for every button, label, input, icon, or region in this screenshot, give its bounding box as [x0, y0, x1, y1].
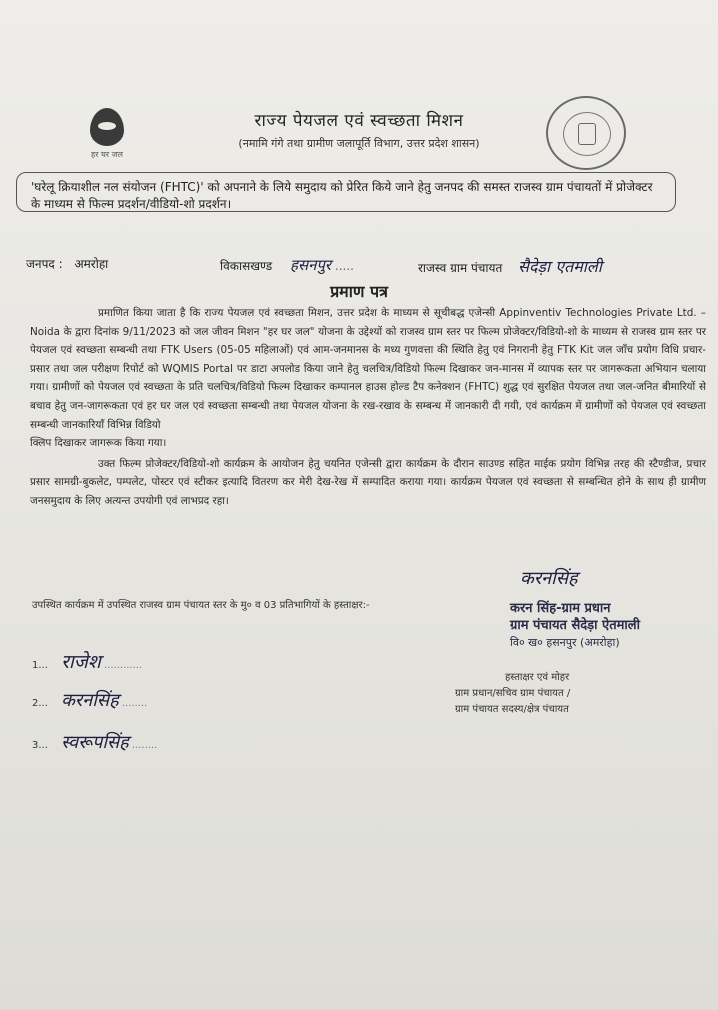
witness-number: 3...	[32, 740, 48, 751]
caption-line-2: ग्राम प्रधान/सचिव ग्राम पंचायत /	[455, 688, 571, 699]
block-field: विकासखण्ड हसनपुर .....	[220, 256, 354, 274]
campaign-banner: 'घरेलू क्रियाशील नल संयोजन (FHTC)' को अपनाने के लिये समुदाय को प्रेरित किये जाने हेतु जनपद की समस्त राजस्व ग्राम पंचायतों में प्रोजेक्टर के माध्यम से फिल्म प्रदर्शन/वीडियो-शो प्रदर्शन।	[16, 172, 676, 212]
block-value: हसनपुर	[289, 256, 332, 274]
certificate-body	[30, 304, 706, 511]
body-paragraph-1: प्रमाणित किया जाता है कि राज्य पेयजल एवं स्वच्छता मिशन, उत्तर प्रदेश के माध्यम से सूचीबद्ध एजेन्सी Appinventiv Technologies Private Ltd. – Noida के द्वारा दिनांक 9/11/2023 को जल जीवन मिशन "हर घर जल" योजना के उद्देश्यों को राजस्व ग्राम स्तर पर फिल्म प्रोजेक्टर/विडियो-शो के माध्यम से राजस्व ग्राम स्तर पर पेयजल एवं स्वच्छता सम्बन्धी तथा FTK Users (05-05 महिलाओं) एवं आम-जनमानस के मध्य गुणवत्ता की स्थिति हेतु एवं निगरानी हेतु FTK Kit जल जाँच प्रयोग विधि प्रचार-प्रसार तथा जल परीक्षण रिपोर्ट को WQMIS Portal पर डाटा अपलोड किया जाने हेतु चलचित्र/विडियो फिल्म दिखाकर जन-मानस में व्यापक स्तर पर जागरूकता अभियान चलाया गया। ग्रामीणों को पेयजल एवं स्वच्छता के प्रति चलचित्र/विडियो फिल्म दिखाकर कम्पानल हाउस होल्ड टैप कनेक्शन (FHTC) शुद्ध एवं सुरक्षित पेयजल तथा जल-जनित बीमारियों से बचाव हेतु जन-जागरूकता एवं हर घर जल एवं स्वच्छता सम्बन्धी तथा पेयजल योजना के रख-रखाव के सम्बन्ध में जानकारी दी गयी, एवं कार्यक्रम में ग्रामीणों को पेयजल एवं स्वच्छता सम्बन्धी जानकारियाँ विभिन्न विडियो	[30, 307, 706, 431]
caption-line-3: ग्राम पंचायत सदस्य/क्षेत्र पंचायत	[455, 704, 569, 715]
witness-number: 2...	[32, 698, 48, 709]
handwritten-signature: करनसिंह	[520, 568, 578, 589]
certificate-heading: प्रमाण पत्र	[330, 282, 388, 301]
witness-name: राजेश	[61, 651, 101, 673]
witness-name: करनसिंह	[61, 690, 119, 711]
village-value: सैदेड़ा एतमाली	[518, 257, 602, 276]
signature-caption	[455, 670, 570, 718]
village-label: राजस्व ग्राम पंचायत	[418, 261, 503, 275]
pradhan-signature	[520, 566, 578, 590]
mission-title: राज्य पेयजल एवं स्वच्छता मिशन	[254, 111, 464, 131]
caption-line-1: हस्ताक्षर एवं मोहर	[505, 672, 570, 683]
district-label: जनपद :	[26, 257, 63, 271]
witness-number: 1...	[32, 660, 48, 671]
witness-intro: उपस्थित कार्यक्रम में उपस्थित राजस्व ग्राम पंचायत स्तर के मु० व 03 प्रतिभागियों के हस्ताक्षर:-	[32, 600, 370, 611]
stamp-line-1: करन सिंह-ग्राम प्रधान	[510, 601, 611, 616]
official-stamp	[510, 600, 640, 651]
stamp-line-3: वि० ख० हसनपुर (अमरोहा)	[510, 636, 620, 649]
district-field	[26, 255, 108, 272]
body-paragraph-1-end: क्लिप दिखाकर जागरूक किया गया।	[30, 437, 167, 450]
stamp-line-2: ग्राम पंचायत सैदेड़ा ऐतमाली	[510, 618, 640, 633]
mission-subtitle: (नमामि गंगे तथा ग्रामीण जलापूर्ति विभाग, उत्तर प्रदेश शासन)	[238, 137, 480, 150]
body-paragraph-2: उक्त फिल्म प्रोजेक्टर/विडियो-शो कार्यक्रम के आयोजन हेतु चयनित एजेन्सी द्वारा कार्यक्रम के दौरान साउण्ड सहित माईक प्रयोग विभिन्न तरह की स्टैण्डीज, प्रचार प्रसार सामग्री-बुकलेट, पम्पलेट, पोस्टर एवं स्टीकर इत्यादि वितरण कर मेरी देख-रेख में सम्पादित कराया गया। कार्यक्रम पेयजल एवं स्वच्छता से सम्बन्धित होने के साथ ही ग्रामीण जनसमुदाय के लिए अत्यन्त उपयोगी एवं लाभप्रद रहा।	[30, 457, 706, 507]
witness-entry: 1... राजेश ............	[32, 651, 143, 673]
witness-entry: 2... करनसिंह ........	[32, 690, 148, 711]
witness-name: स्वरूपसिंह	[61, 732, 129, 753]
block-label: विकासखण्ड	[220, 259, 273, 273]
logo-caption: हर घर जल	[91, 150, 123, 159]
village-field	[418, 255, 602, 277]
witness-entry: 3... स्वरूपसिंह ........	[32, 732, 158, 753]
district-value: अमरोहा	[74, 257, 109, 271]
